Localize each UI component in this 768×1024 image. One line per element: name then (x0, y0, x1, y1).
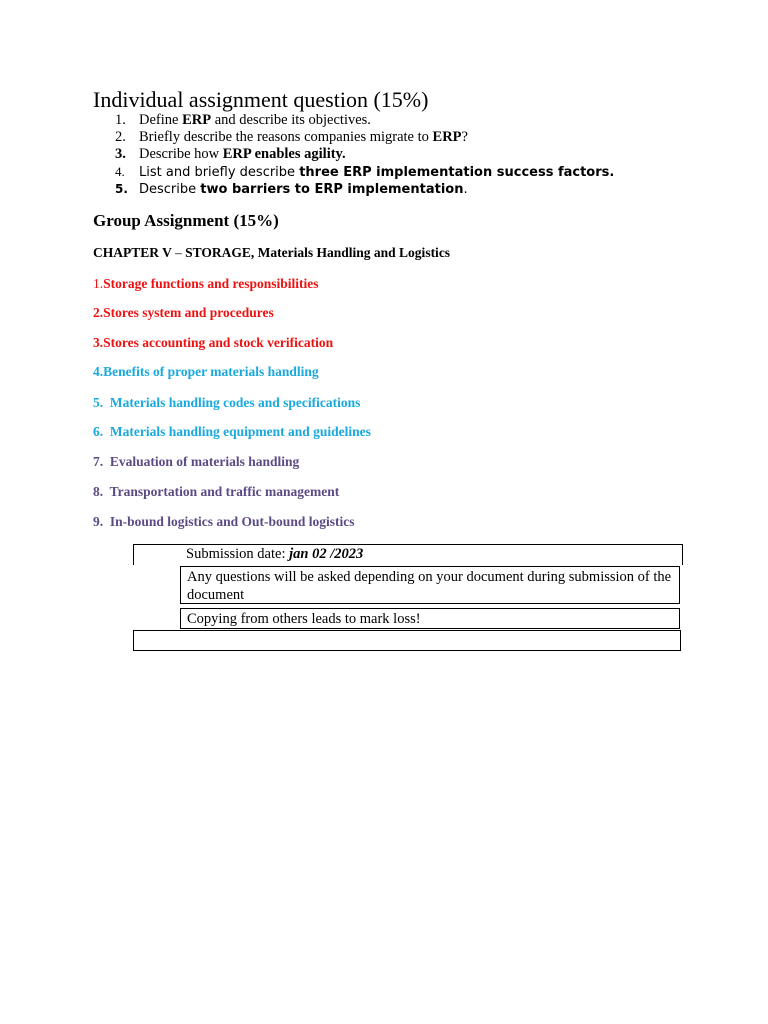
questions-note-box (180, 566, 680, 604)
copy-warning-box (180, 608, 680, 629)
question-bold-text: three ERP implementation success factors. (299, 165, 615, 180)
question-list (115, 112, 614, 198)
topic-text: Stores accounting and stock verification (103, 335, 334, 350)
chapter-label: CHAPTER V (93, 245, 176, 260)
topic-text: Stores system and procedures (103, 305, 274, 320)
chapter-heading (93, 244, 450, 262)
group-assignment-heading: Group Assignment (15%) (93, 211, 279, 230)
topic-number: 6. (93, 424, 104, 439)
submission-date (186, 545, 363, 563)
topic-text: Transportation and traffic management (109, 484, 340, 499)
question-bold-text: ERP (182, 112, 212, 128)
topic-text: Materials handling codes and specifications (109, 395, 361, 410)
topic-number: 7. (93, 454, 104, 469)
submission-date-label: Submission date: (186, 546, 290, 562)
question-item (115, 163, 614, 181)
question-text-tail: ? (461, 129, 468, 145)
topic-item (93, 423, 371, 441)
topic-item (93, 453, 299, 471)
submission-date-value: jan 02 /2023 (289, 546, 364, 562)
topic-text: Benefits of proper materials handling (103, 364, 319, 379)
question-item (115, 146, 614, 163)
question-text: List and briefly describe (139, 165, 300, 180)
question-text-tail: . (463, 182, 468, 197)
question-text: Define (139, 112, 183, 128)
topic-number: 2. (93, 305, 104, 320)
topic-text: In-bound logistics and Out-bound logistics (109, 514, 355, 529)
question-number: 2. (115, 129, 126, 145)
question-text: Briefly describe the reasons companies migrate to (139, 129, 433, 145)
empty-box (133, 630, 681, 651)
question-text: Describe (139, 182, 201, 197)
topic-number: 4. (93, 364, 104, 379)
question-number: 1. (115, 112, 126, 128)
topic-number: 5. (93, 395, 104, 410)
topic-item (93, 334, 333, 352)
copy-warning: Copying from others leads to mark loss! (187, 611, 421, 627)
question-item (115, 112, 614, 129)
questions-note: Any questions will be asked depending on your document during submission of the document (187, 569, 672, 603)
chapter-dash: – (175, 245, 182, 260)
topic-item (93, 304, 274, 322)
topic-number: 8. (93, 484, 104, 499)
question-number: 5. (115, 182, 128, 196)
chapter-title: STORAGE, Materials Handling and Logistics (181, 245, 451, 260)
topic-item (93, 363, 319, 381)
topic-text: Evaluation of materials handling (109, 454, 300, 469)
question-number: 3. (115, 146, 126, 162)
topic-item (93, 513, 354, 531)
question-text: Describe how (139, 146, 223, 162)
topic-text: Storage functions and responsibilities (103, 276, 319, 291)
topic-item (93, 275, 319, 293)
question-item (115, 129, 614, 146)
topic-text: Materials handling equipment and guidelines (109, 424, 371, 439)
topic-number: 1. (93, 276, 104, 291)
individual-assignment-title: Individual assignment question (15%) (93, 87, 429, 112)
question-item (115, 181, 614, 198)
topic-item (93, 394, 360, 412)
topic-number: 3. (93, 335, 104, 350)
question-text-tail: and describe its objectives. (211, 112, 371, 128)
question-bold-text: ERP (432, 129, 462, 145)
question-bold-text: two barriers to ERP implementation (200, 182, 464, 197)
question-bold-text: ERP enables agility. (222, 146, 346, 162)
topic-number: 9. (93, 514, 104, 529)
question-number: 4. (115, 164, 125, 179)
topic-item (93, 483, 339, 501)
